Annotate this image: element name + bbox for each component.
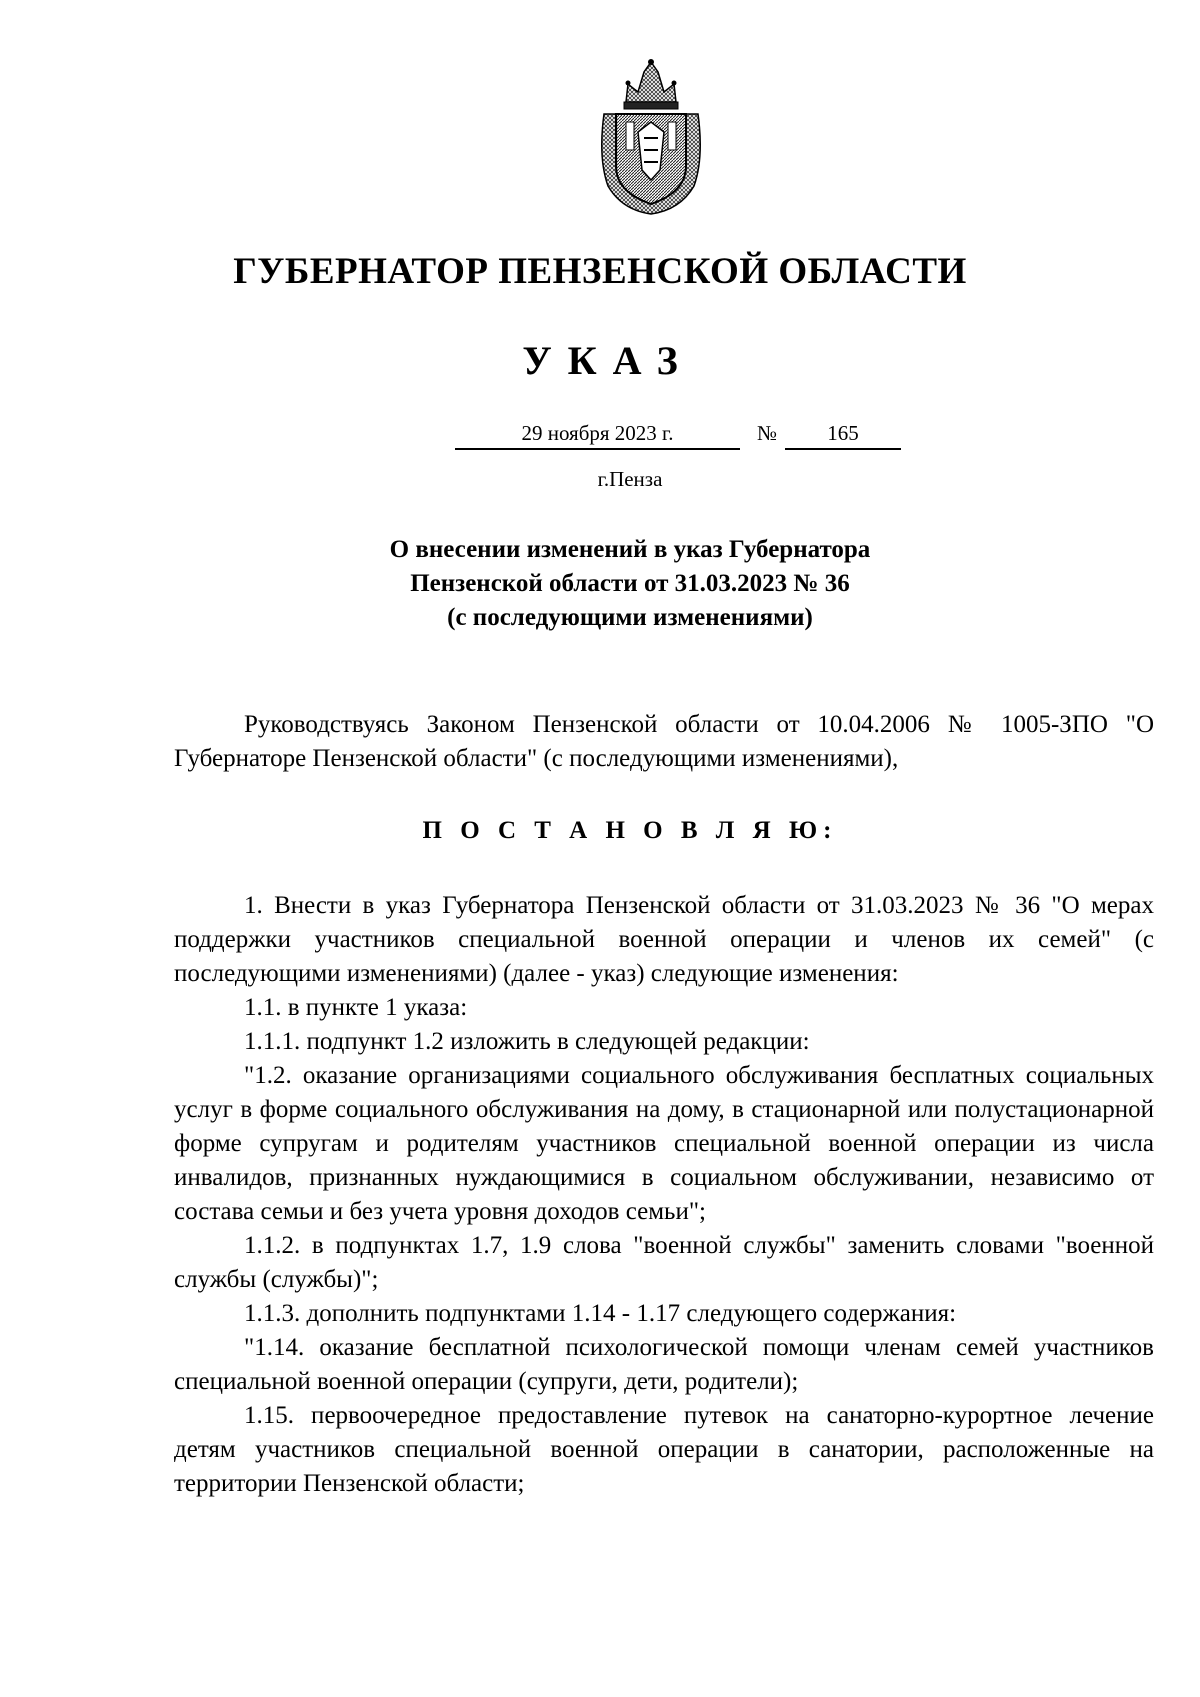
heading-line: Пензенской области от 31.03.2023 № 36 [410,570,850,597]
document-city: г.Пенза [597,467,663,491]
authority-title: ГУБЕРНАТОР ПЕНЗЕНСКОЙ ОБЛАСТИ [233,251,967,292]
document-heading [0,533,1200,635]
document-type: УКАЗ [522,338,694,383]
heading-line: О внесении изменений в указ Губернатора [389,536,871,563]
document-number: 165 [785,421,901,450]
decree-body [174,889,1154,1501]
coat-of-arms-icon [598,58,704,216]
heading-line: (с последующими изменениями) [447,604,813,631]
number-sign: № [756,421,778,445]
paragraph: 1.15. первоочередное предоставление путевок на санаторно-курортное лечение детям участников специальной военной операции в санатории, расположенные на территории Пензенской области; [174,1402,1154,1497]
paragraph: 1.1.3. дополнить подпунктами 1.14 - 1.17 следующего содержания: [244,1300,957,1327]
document-date: 29 ноября 2023 г. [455,421,740,450]
paragraph: "1.14. оказание бесплатной психологической помощи членам семей участников специальной военной операции (супруги, дети, родители); [174,1334,1154,1395]
paragraph: 1.1.1. подпункт 1.2 изложить в следующей редакции: [244,1028,810,1055]
paragraph: 1. Внести в указ Губернатора Пензенской области от 31.03.2023 № 36 "О мерах поддержки участников специальной военной операции и членов их семей" (с последующими изменениями) (далее - указ) следующие изменения: [174,892,1154,987]
paragraph: 1.1. в пункте 1 указа: [244,994,468,1021]
paragraph: 1.1.2. в подпунктах 1.7, 1.9 слова "военной службы" заменить словами "военной службы (службы)"; [174,1232,1154,1293]
preamble-paragraph: Руководствуясь Законом Пензенской области от 10.04.2006 № 1005-ЗПО "О Губернаторе Пензенской области" (с последующими изменениями), [174,711,1154,772]
paragraph: "1.2. оказание организациями социального обслуживания бесплатных социальных услуг в форме социального обслуживания на дому, в стационарной или полустационарной форме супругам и родителям участников специальной военной операции из числа инвалидов, признанных нуждающимися в социальном обслуживании, независимо от состава семьи и без учета уровня доходов семьи"; [174,1062,1154,1225]
decree-word: П О С Т А Н О В Л Я Ю: [422,817,838,844]
preamble [174,708,1154,776]
